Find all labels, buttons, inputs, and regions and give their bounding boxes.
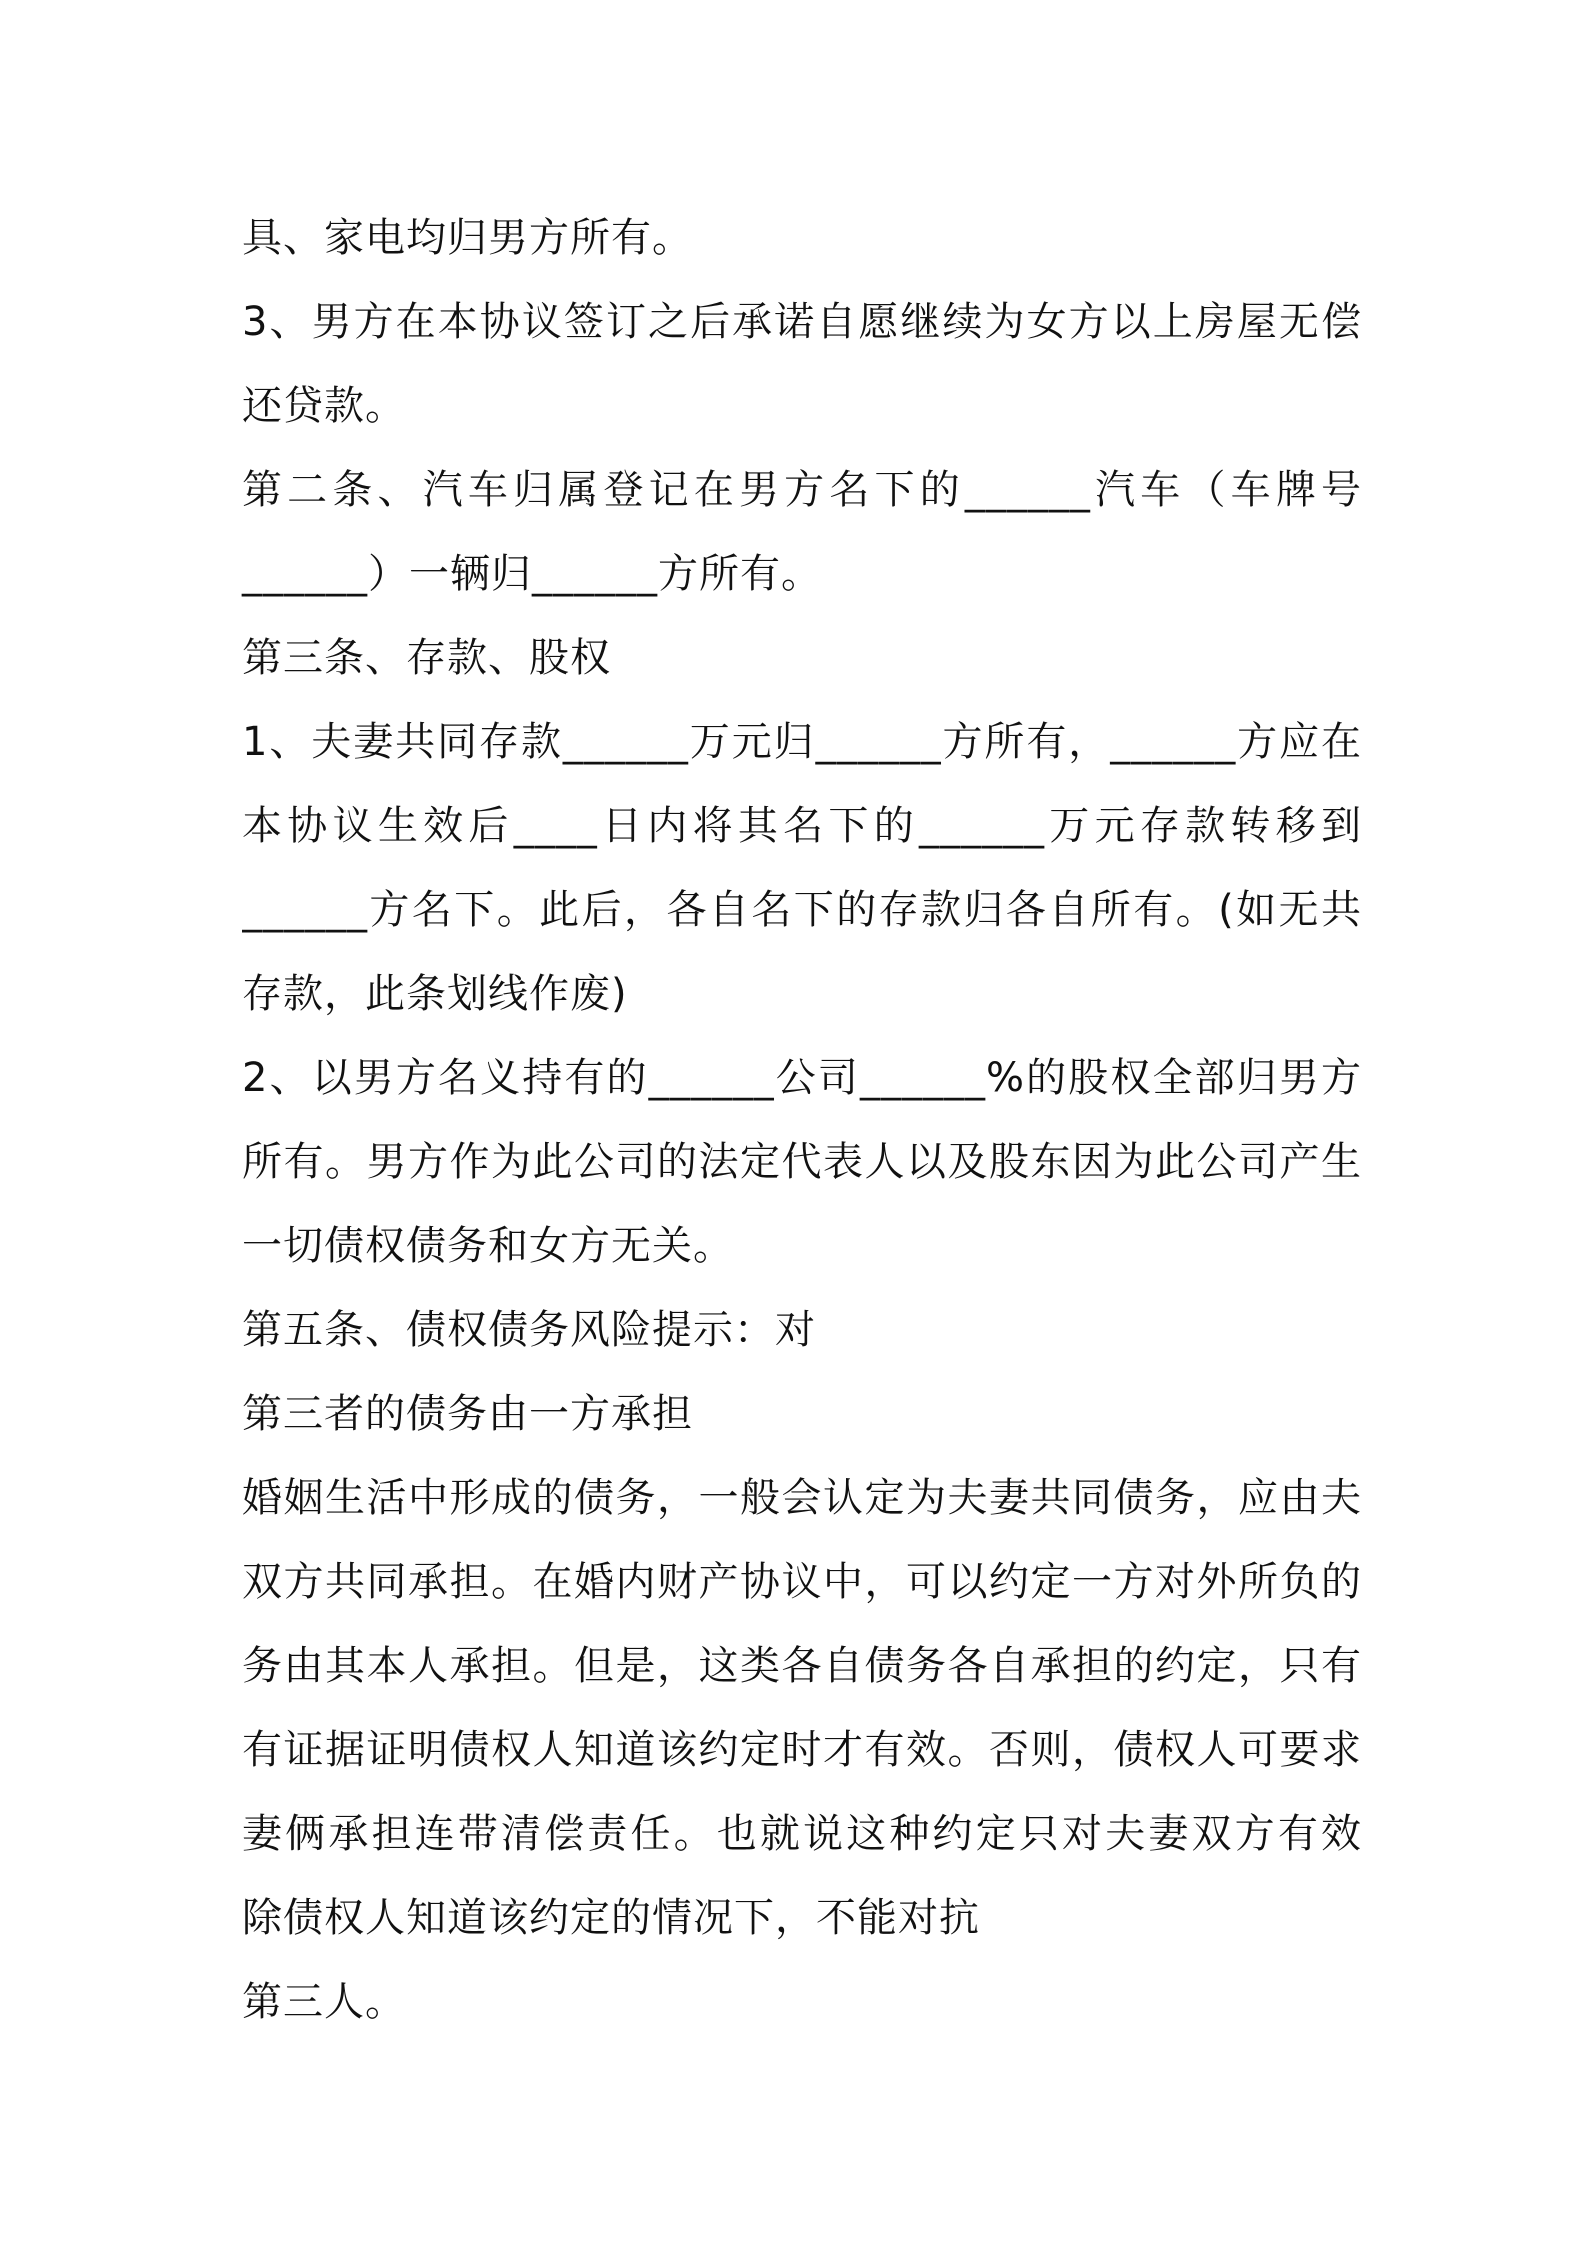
document-page xyxy=(242,196,1362,2044)
text-line: 所有。男方作为此公司的法定代表人以及股东因为此公司产生 xyxy=(242,1139,1362,1185)
text-line: 具、家电均归男方所有。 xyxy=(242,215,693,261)
text-line: 第三人。 xyxy=(242,1979,406,2025)
text-line: 妻俩承担连带清偿责任。也就说这种约定只对夫妻双方有效 xyxy=(242,1811,1362,1857)
text-line: 存款，此条划线作废) xyxy=(242,971,628,1017)
text-line: ______）一辆归______方所有。 xyxy=(242,551,822,597)
text-line: ______方名下。此后，各自名下的存款归各自所有。(如无共 xyxy=(242,887,1362,933)
text-line: 第三条、存款、股权 xyxy=(242,635,611,681)
text-line: 本协议生效后____日内将其名下的______万元存款转移到 xyxy=(242,803,1362,849)
text-line: 第二条、汽车归属登记在男方名下的______汽车（车牌号 xyxy=(242,467,1362,513)
text-line: 还贷款。 xyxy=(242,383,406,429)
text-line: 有证据证明债权人知道该约定时才有效。否则，债权人可要求 xyxy=(242,1727,1362,1773)
text-line: 1、夫妻共同存款______万元归______方所有，______方应在 xyxy=(242,719,1362,765)
text-line: 3、男方在本协议签订之后承诺自愿继续为女方以上房屋无偿 xyxy=(242,299,1362,345)
text-line: 第三者的债务由一方承担 xyxy=(242,1391,693,1437)
text-line: 除债权人知道该约定的情况下，不能对抗 xyxy=(242,1895,980,1941)
text-line: 一切债权债务和女方无关。 xyxy=(242,1223,734,1269)
text-line: 第五条、债权债务风险提示：对 xyxy=(242,1307,816,1353)
text-line: 婚姻生活中形成的债务，一般会认定为夫妻共同债务，应由夫 xyxy=(242,1475,1362,1521)
text-line: 双方共同承担。在婚内财产协议中，可以约定一方对外所负的 xyxy=(242,1559,1362,1605)
text-line: 2、以男方名义持有的______公司______%的股权全部归男方 xyxy=(242,1055,1362,1101)
text-line: 务由其本人承担。但是，这类各自债务各自承担的约定，只有 xyxy=(242,1643,1362,1689)
